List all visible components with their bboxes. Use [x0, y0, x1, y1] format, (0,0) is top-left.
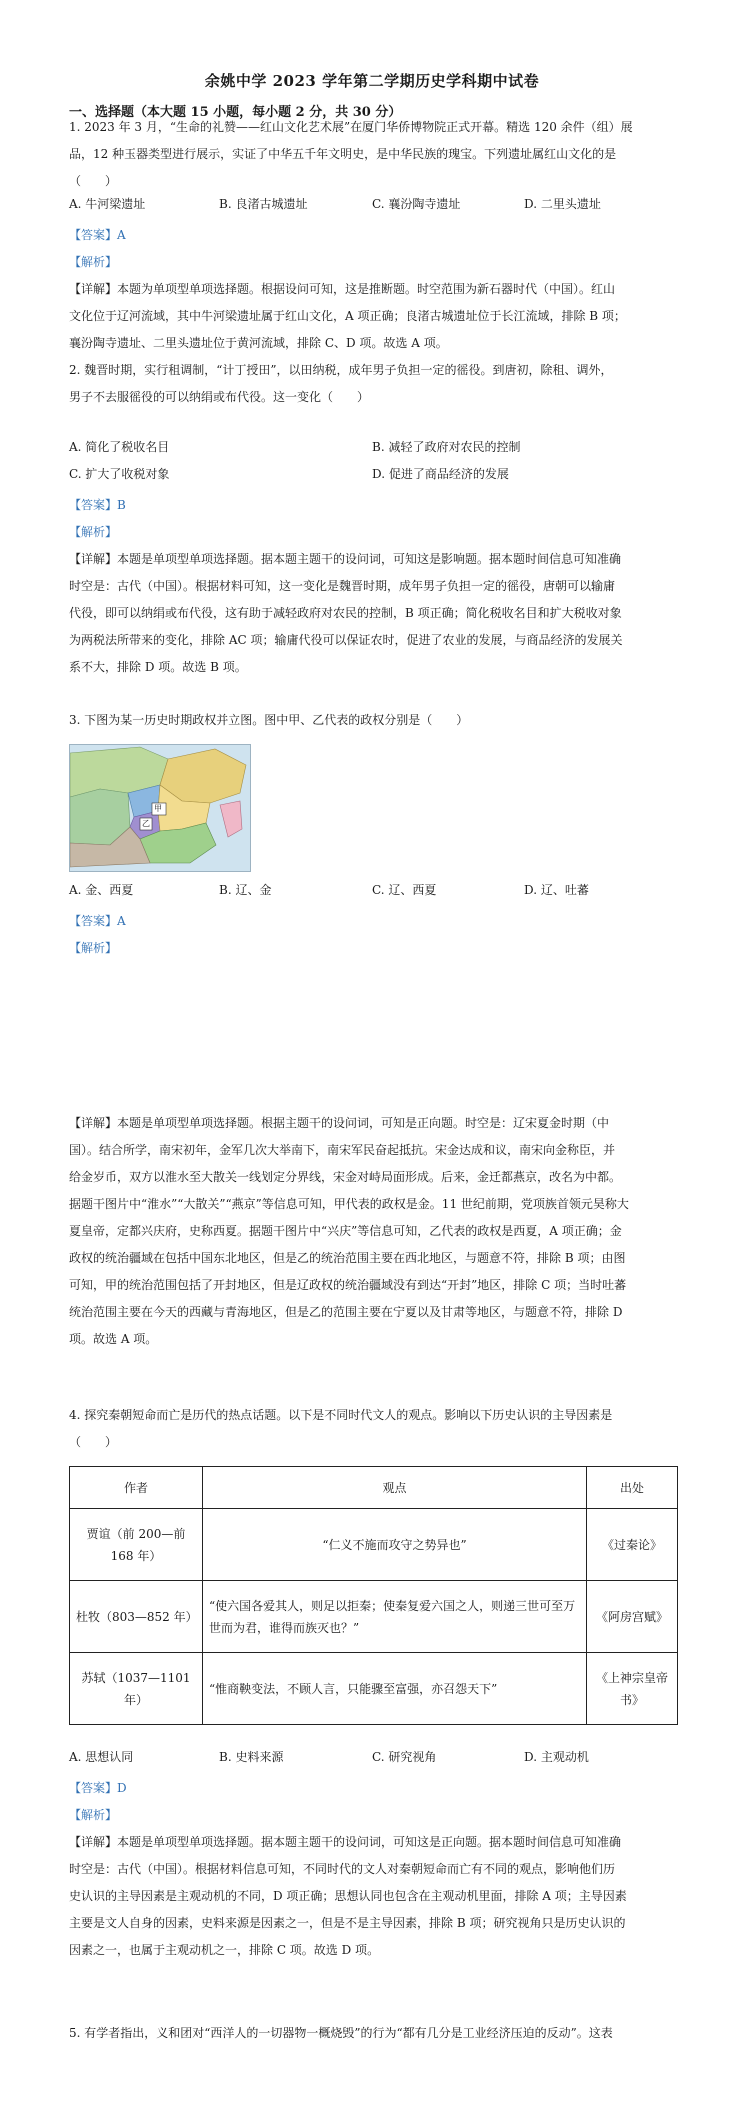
detail-text: 据题干图片中“淮水”“大散关”“燕京”等信息可知，甲代表的政权是金。11 世纪前期，党项族首领元昊称大 [69, 1197, 629, 1211]
question-2-options-row-2 [69, 465, 681, 492]
option-a: A. 牛河梁遗址 [69, 197, 146, 211]
detail-text: 夏皇帝，定都兴庆府，史称西夏。据题干图片中“兴庆”等信息可知，乙代表的政权是西夏，A 项正确；金 [69, 1224, 622, 1238]
option-c: C. 辽、西夏 [372, 883, 437, 897]
analysis-label: 【解析】 [69, 525, 118, 539]
table-cell-author: 贾谊（前 200—前 168 年） [70, 1509, 203, 1581]
detail-text: 襄汾陶寺遗址、二里头遗址位于黄河流域，排除 C、D 项。故选 A 项。 [69, 336, 448, 350]
question-text: 5. 有学者指出，义和团对“西洋人的一切器物一概烧毁”的行为“都有几分是工业经济压迫的反动”。这表 [69, 2026, 613, 2040]
detail-text: 时空是：古代（中国）。根据材料信息可知，不同时代的文人对秦朝短命而亡有不同的观点，影响他们历 [69, 1862, 616, 1876]
section-heading: 一、选择题（本大题 15 小题，每小题 2 分，共 30 分） [69, 105, 402, 120]
table-cell-view: “仁义不施而攻守之势异也” [203, 1509, 587, 1581]
table-row [70, 1509, 678, 1581]
question-text: 3. 下图为某一历史时期政权并立图。图中甲、乙代表的政权分别是（ ） [69, 713, 469, 727]
answer-label: 【答案】 [69, 498, 118, 512]
option-c: C. 襄汾陶寺遗址 [372, 197, 461, 211]
detail-text: 给金岁币，双方以淮水至大散关一线划定分界线，宋金对峙局面形成。后来，金迁都燕京，改名为中都。 [69, 1170, 622, 1184]
table-cell-source: 《上神宗皇帝书》 [587, 1653, 678, 1725]
answer-value: A [117, 228, 126, 242]
option-b: B. 史料来源 [219, 1750, 284, 1764]
option-c: C. 扩大了收税对象 [69, 467, 170, 481]
question-4 [69, 1402, 681, 1456]
option-b: B. 减轻了政府对农民的控制 [372, 440, 521, 454]
detail-text: 因素之一，也属于主观动机之一，排除 C 项。故选 D 项。 [69, 1943, 380, 1957]
detail-text: 【详解】本题是单项型单项选择题。据本题主题干的设问词，可知这是影响题。据本题时间信息可知准确 [69, 552, 622, 566]
detail-text: 统治范围主要在今天的西藏与青海地区，但是乙的范围主要在宁夏以及甘肃等地区，与题意不符，排除 D [69, 1305, 623, 1319]
detail-text: 时空是：古代（中国）。根据材料可知，这一变化是魏晋时期，成年男子负担一定的徭役，唐朝可以输庸 [69, 579, 616, 593]
option-d: D. 主观动机 [524, 1750, 589, 1764]
detail-text: 国）。结合所学，南宋初年，金军几次大举南下，南宋军民奋起抵抗。宋金达成和议，南宋向金称臣，并 [69, 1143, 616, 1157]
table-row [70, 1581, 678, 1653]
table-row [70, 1653, 678, 1725]
answer-label: 【答案】 [69, 1781, 118, 1795]
historical-map-image [69, 744, 251, 872]
detail-text: 项。故选 A 项。 [69, 1332, 158, 1346]
answer-value: B [117, 498, 126, 512]
question-2 [69, 357, 681, 411]
question-3-options [69, 881, 681, 908]
question-text: 1. 2023 年 3 月，“生命的礼赞——红山文化艺术展”在厦门华侨博物院正式开幕。精选 120 余件（组）展 [69, 120, 633, 134]
table-cell-source: 《阿房宫赋》 [587, 1581, 678, 1653]
question-3-detail [69, 1110, 681, 1353]
detail-text: 【详解】本题是单项型单项选择题。根据主题干的设问词，可知是正向题。时空是：辽宋夏金时期（中 [69, 1116, 610, 1130]
detail-text: 文化位于辽河流域，其中牛河梁遗址属于红山文化，A 项正确；良渚古城遗址位于长江流域，排除 B 项； [69, 309, 626, 323]
table-cell-view: “使六国各爱其人，则足以拒秦；使秦复爱六国之人，则递三世可至万世而为君，谁得而族灭也？” [203, 1581, 587, 1653]
question-3 [69, 707, 681, 734]
answer-value: D [117, 1781, 127, 1795]
question-2-answer [69, 492, 681, 681]
option-a: A. 金、西夏 [69, 883, 134, 897]
table-header-cell: 作者 [70, 1467, 203, 1509]
detail-text: 【详解】本题是单项型单项选择题。据本题主题干的设问词，可知这是正向题。据本题时间信息可知准确 [69, 1835, 622, 1849]
option-a: A. 简化了税收名目 [69, 440, 170, 454]
option-d: D. 促进了商品经济的发展 [372, 467, 509, 481]
option-b: B. 良渚古城遗址 [219, 197, 308, 211]
question-1 [69, 114, 681, 195]
detail-text: 系不大，排除 D 项。故选 B 项。 [69, 660, 247, 674]
analysis-label: 【解析】 [69, 941, 118, 955]
map-label-jia: 甲 [154, 804, 162, 813]
detail-text: 史认识的主导因素是主观动机的不同，D 项正确；思想认同也包含在主观动机里面，排除 A 项；主导因素 [69, 1889, 627, 1903]
detail-text: 可知，甲的统治范围包括了开封地区，但是辽政权的统治疆域没有到达“开封”地区，排除 C 项；当时吐蕃 [69, 1278, 627, 1292]
table-cell-view: “惟商鞅变法，不顾人言，只能骤至富强，亦召怨天下” [203, 1653, 587, 1725]
exam-title: 余姚中学 2023 学年第二学期历史学科期中试卷 [204, 72, 540, 90]
question-text: （ ） [69, 174, 118, 188]
table-cell-author: 苏轼（1037—1101 年） [70, 1653, 203, 1725]
table-cell-source: 《过秦论》 [587, 1509, 678, 1581]
question-1-answer [69, 222, 681, 357]
option-d: D. 二里头遗址 [524, 197, 601, 211]
answer-value: A [117, 914, 126, 928]
question-2-options-row-1 [69, 438, 681, 465]
question-1-options [69, 195, 681, 222]
detail-text: 主要是文人自身的因素，史料来源是因素之一，但是不是主导因素，排除 B 项；研究视角只是历史认识的 [69, 1916, 626, 1930]
question-text: 4. 探究秦朝短命而亡是历代的热点话题。以下是不同时代文人的观点。影响以下历史认识的主导因素是 [69, 1408, 613, 1422]
detail-text: 代役，即可以纳绢或布代役，这有助于减轻政府对农民的控制，B 项正确；简化税收名目和扩大税收对象 [69, 606, 622, 620]
question-text: （ ） [69, 1435, 118, 1449]
question-text: 2. 魏晋时期，实行租调制，“计丁授田”，以田纳税，成年男子负担一定的徭役。到唐初，除租、调外， [69, 363, 613, 377]
question-text: 品，12 种玉器类型进行展示，实证了中华五千年文明史，是中华民族的瑰宝。下列遗址属红山文化的是 [69, 147, 617, 161]
option-d: D. 辽、吐蕃 [524, 883, 589, 897]
option-a: A. 思想认同 [69, 1750, 134, 1764]
table-header-row [70, 1467, 678, 1509]
viewpoints-table [69, 1466, 678, 1725]
question-text: 男子不去服徭役的可以纳绢或布代役。这一变化（ ） [69, 390, 370, 404]
detail-text: 为两税法所带来的变化，排除 AC 项；输庸代役可以保证农时，促进了农业的发展，与商品经济的发展关 [69, 633, 623, 647]
option-b: B. 辽、金 [219, 883, 272, 897]
answer-label: 【答案】 [69, 914, 118, 928]
table-header-cell: 观点 [203, 1467, 587, 1509]
detail-text: 政权的统治疆域在包括中国东北地区，但是乙的统治范围主要在西北地区，与题意不符，排除 B 项；由图 [69, 1251, 626, 1265]
answer-label: 【答案】 [69, 228, 118, 242]
question-4-options [69, 1748, 681, 1775]
question-3-answer [69, 908, 681, 962]
analysis-label: 【解析】 [69, 1808, 118, 1822]
analysis-label: 【解析】 [69, 255, 118, 269]
map-label-yi: 乙 [142, 819, 150, 828]
table-cell-author: 杜牧（803—852 年） [70, 1581, 203, 1653]
option-c: C. 研究视角 [372, 1750, 437, 1764]
question-5 [69, 2020, 681, 2047]
table-header-cell: 出处 [587, 1467, 678, 1509]
detail-text: 【详解】本题为单项型单项选择题。根据设问可知，这是推断题。时空范围为新石器时代（中国）。红山 [69, 282, 616, 296]
question-4-answer [69, 1775, 681, 1964]
